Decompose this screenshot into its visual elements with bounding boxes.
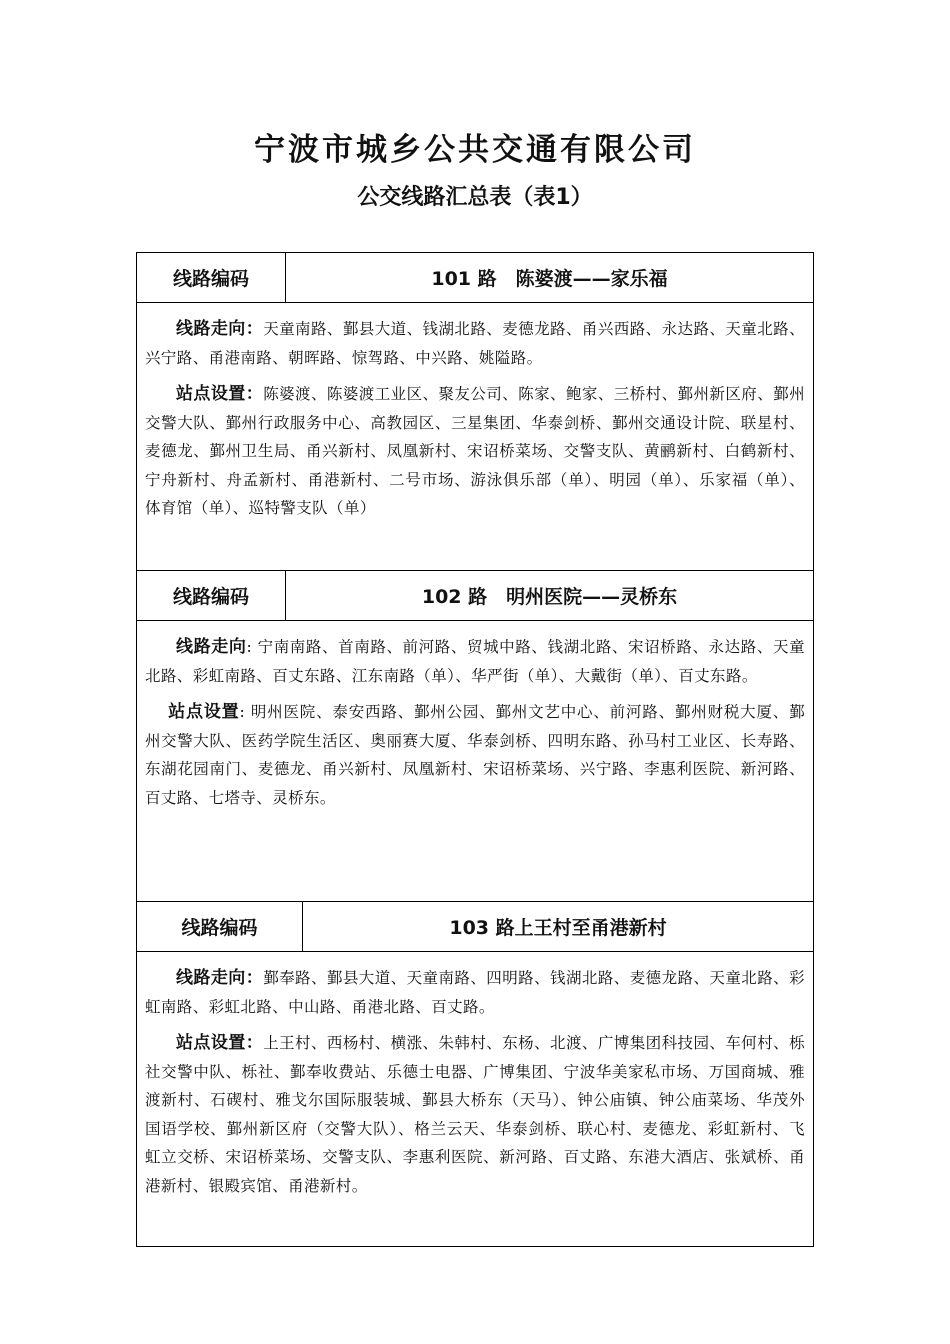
route-block-103 — [136, 901, 814, 1247]
route-code-label: 线路编码 — [137, 902, 303, 951]
direction-label: 线路走向： — [176, 968, 264, 988]
document-subtitle: 公交线路汇总表（表1） — [357, 185, 593, 210]
route-details — [137, 952, 813, 1208]
stops-text: 上王村、西杨村、横涨、朱韩村、东杨、北渡、广博集团科技园、车何村、栎社交警中队、栎社、鄞奉收费站、乐德士电器、广博集团、宁波华美家私市场、万国商城、雅渡新村、石碶村、雅戈尔国际服装城、鄞县大桥东（天马）、钟公庙镇、钟公庙菜场、华茂外国语学校、鄞州新区府（交警大队）、格兰云天、华泰剑桥、联心村、麦德龙、彩虹新村、飞虹立交桥、宋诏桥菜场、交警支队、李惠利医院、新河路、百丈路、东港大酒店、张斌桥、甬港新村、银殿宾馆、甬港新村。 — [145, 1034, 805, 1195]
direction-text: 鄞奉路、鄞县大道、天童南路、四明路、钱湖北路、麦德龙路、天童北路、彩虹南路、彩虹北路、中山路、甬港北路、百丈路。 — [145, 969, 805, 1016]
route-name: 102 路 明州医院——灵桥东 — [421, 586, 678, 608]
route-name: 103 路上王村至甬港新村 — [449, 917, 667, 939]
direction-text: 天童南路、鄞县大道、钱湖北路、麦德龙路、甬兴西路、永达路、天童北路、兴宁路、甬港南路、朝晖路、惊驾路、中兴路、姚隘路。 — [145, 320, 805, 367]
route-header — [137, 571, 813, 621]
direction-label: 线路走向： — [176, 319, 264, 339]
route-header — [137, 902, 813, 952]
stops-text: 陈婆渡、陈婆渡工业区、聚友公司、陈家、鲍家、三桥村、鄞州新区府、鄞州交警大队、鄞州行政服务中心、高教园区、三星集团、华泰剑桥、鄞州交通设计院、联星村、麦德龙、鄞州卫生局、甬兴新村、凤凰新村、宋诏桥菜场、交警支队、黄鹂新村、白鹤新村、宁舟新村、舟孟新村、甬港新村、二号市场、游泳俱乐部（单）、明园（单）、乐家福（单）、体育馆（单）、巡特警支队（单） — [145, 385, 805, 517]
stops-text: : 明州医院、泰安西路、鄞州公园、鄞州文艺中心、前河路、鄞州财税大厦、鄞州交警大队、医药学院生活区、奥丽赛大厦、华泰剑桥、四明东路、孙马村工业区、长寿路、东湖花园南门、麦德龙、甬兴新村、凤凰新村、宋诏桥菜场、兴宁路、李惠利医院、新河路、百丈路、七塔寺、灵桥东。 — [145, 703, 805, 807]
route-details — [137, 303, 813, 531]
route-code-label: 线路编码 — [137, 253, 286, 302]
route-stops — [145, 698, 805, 812]
route-header — [137, 253, 813, 303]
route-block-101 — [136, 252, 814, 571]
route-details — [137, 621, 813, 820]
route-direction — [145, 315, 805, 372]
stops-label: 站点设置： — [176, 1033, 264, 1053]
route-code-label: 线路编码 — [137, 571, 286, 620]
route-block-102 — [136, 571, 814, 902]
stops-label: 站点设置 — [168, 702, 240, 722]
route-stops — [145, 1029, 805, 1200]
direction-text: : 宁南南路、首南路、前河路、贸城中路、钱湖北路、宋诏桥路、永达路、天童北路、彩虹南路、百丈东路、江东南路（单）、华严街（单）、大戴街（单）、百丈东路。 — [145, 638, 805, 685]
route-direction — [145, 964, 805, 1021]
route-name: 101 路 陈婆渡——家乐福 — [431, 268, 668, 290]
route-direction — [145, 633, 805, 690]
direction-label: 线路走向 — [176, 637, 247, 657]
stops-label: 站点设置： — [176, 384, 264, 404]
route-stops — [145, 380, 805, 523]
document-title: 宁波市城乡公共交通有限公司 — [254, 132, 696, 168]
